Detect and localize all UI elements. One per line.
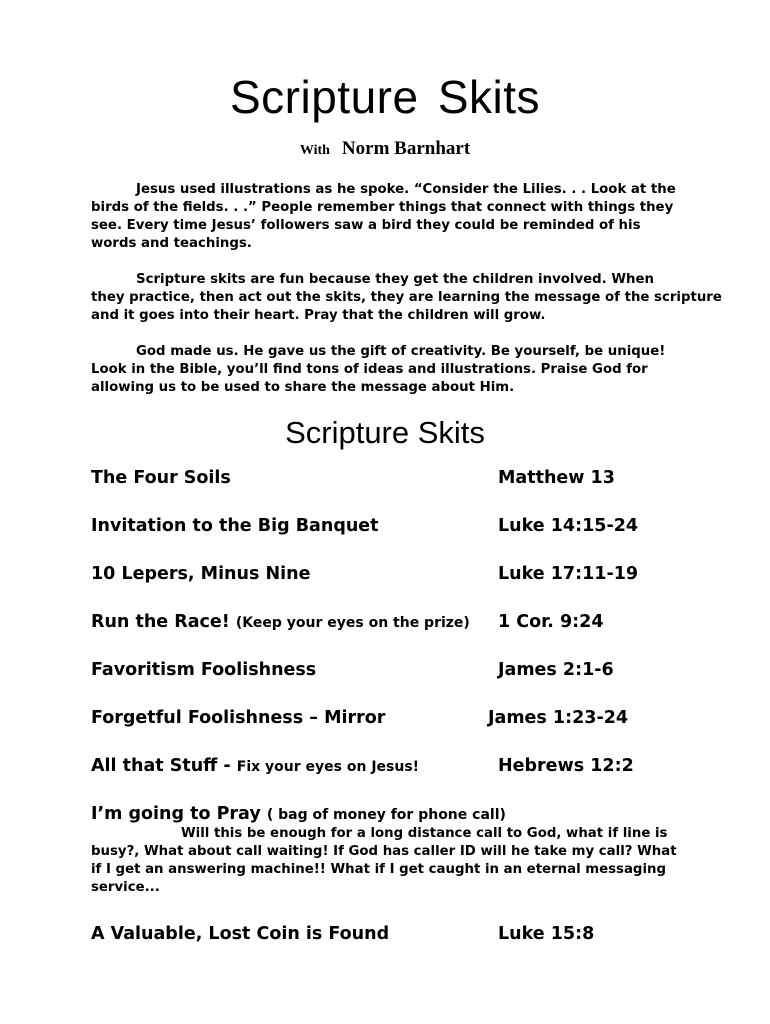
skit-scripture-ref: James 1:23-24 [488,708,629,728]
with-label: With [299,143,330,158]
skit-name: Forgetful Foolishness – Mirror [91,708,386,728]
author-name: Norm Barnhart [341,138,471,159]
text-line: if I get an answering machine!! What if I get caught in an eternal messaging [91,862,666,877]
skit-item [91,465,731,491]
text-line: words and teachings. [91,236,252,251]
intro-paragraph-3 [91,343,731,397]
text-line: birds of the fields. . .” People remember things that connect with things they [91,200,674,215]
text-line: busy?, What about call waiting! If God has caller ID will he take my call? What [91,844,677,859]
text-line: see. Every time Jesus’ followers saw a bird they could be reminded of his [91,218,641,233]
skit-name: All that Stuff - [91,756,237,776]
skit-item [91,609,731,635]
skit-name: The Four Soils [91,468,231,488]
text-line: Scripture skits are fun because they get the children involved. When [136,272,654,287]
text-line: and it goes into their heart. Pray that the children will grow. [91,308,546,323]
skit-item [91,753,731,779]
text-line: they practice, then act out the skits, they are learning the message of the scripture [91,290,722,305]
text-line: Will this be enough for a long distance call to God, what if line is [181,826,668,841]
skit-item [91,705,731,731]
skit-note: Fix your eyes on Jesus! [236,759,420,775]
text-line: Look in the Bible, you’ll find tons of ideas and illustrations. Praise God for [91,362,648,377]
skit-note: (Keep your eyes on the prize) [235,615,470,631]
text-line: allowing us to be used to share the message about Him. [91,380,515,395]
skit-name: Invitation to the Big Banquet [91,516,379,536]
skit-item [91,513,731,539]
skit-scripture-ref: Luke 17:11-19 [498,564,639,584]
section-title: Scripture Skits [285,415,485,450]
skit-scripture-ref: Matthew 13 [498,468,615,488]
skit-name: Run the Race! [91,612,236,632]
pray-skit-description [91,825,731,897]
skit-name: A Valuable, Lost Coin is Found [91,924,390,944]
skit-item [91,561,731,587]
skit-item [91,657,731,683]
text-line: service... [91,880,160,895]
skit-scripture-ref: Luke 15:8 [498,924,595,944]
intro-paragraph-2 [91,271,731,325]
text-line: God made us. He gave us the gift of creativity. Be yourself, be unique! [136,344,666,359]
skit-name: 10 Lepers, Minus Nine [91,564,311,584]
skit-name: I’m going to Pray [91,804,267,824]
skit-name: Favoritism Foolishness [91,660,317,680]
byline [0,138,770,160]
page-title: Scripture Skits [229,71,541,123]
skit-scripture-ref: Hebrews 12:2 [498,756,634,776]
intro-paragraph-1 [91,181,731,253]
skit-note: ( bag of money for phone call) [266,807,506,823]
skit-scripture-ref: James 2:1-6 [498,660,614,680]
skit-item [91,801,731,827]
text-line: Jesus used illustrations as he spoke. “Consider the Lilies. . . Look at the [136,182,676,197]
skit-scripture-ref: Luke 14:15-24 [498,516,639,536]
skit-scripture-ref: 1 Cor. 9:24 [498,612,604,632]
skit-item [91,921,731,947]
